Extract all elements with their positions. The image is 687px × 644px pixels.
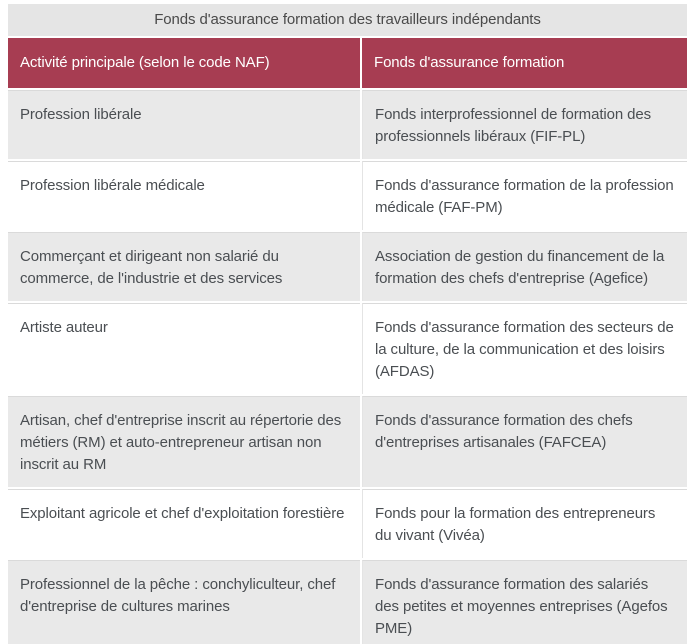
cell-activite: Profession libérale médicale: [8, 161, 360, 230]
assurance-formation-table: [8, 4, 687, 644]
column-header-fonds: Fonds d'assurance formation: [362, 38, 687, 88]
cell-fonds: Fonds d'assurance formation des salariés des petites et moyennes entreprises (Agefos PME): [362, 560, 687, 644]
cell-fonds: Fonds pour la formation des entrepreneurs du vivant (Vivéa): [362, 489, 687, 558]
header-row: [8, 38, 687, 88]
cell-activite: Artiste auteur: [8, 303, 360, 394]
cell-activite: Artisan, chef d'entreprise inscrit au répertorie des métiers (RM) et auto-entrepreneur artisan non inscrit au RM: [8, 396, 360, 487]
cell-activite: Commerçant et dirigeant non salarié du commerce, de l'industrie et des services: [8, 232, 360, 301]
table-caption: Fonds d'assurance formation des travailleurs indépendants: [8, 4, 687, 36]
table-row: [8, 232, 687, 301]
cell-activite: Exploitant agricole et chef d'exploitation forestière: [8, 489, 360, 558]
data-table: [8, 36, 687, 644]
table-row: [8, 161, 687, 230]
cell-fonds: Fonds interprofessionnel de formation des professionnels libéraux (FIF-PL): [362, 90, 687, 159]
cell-activite: Professionnel de la pêche : conchyliculteur, chef d'entreprise de cultures marines: [8, 560, 360, 644]
table-row: [8, 396, 687, 487]
cell-fonds: Fonds d'assurance formation des chefs d'entreprises artisanales (FAFCEA): [362, 396, 687, 487]
cell-activite: Profession libérale: [8, 90, 360, 159]
cell-fonds: Fonds d'assurance formation des secteurs de la culture, de la communication et des loisirs (AFDAS): [362, 303, 687, 394]
cell-fonds: Fonds d'assurance formation de la profession médicale (FAF-PM): [362, 161, 687, 230]
table-row: [8, 303, 687, 394]
table-row: [8, 90, 687, 159]
column-header-activite: Activité principale (selon le code NAF): [8, 38, 360, 88]
table-row: [8, 489, 687, 558]
table-row: [8, 560, 687, 644]
cell-fonds: Association de gestion du financement de la formation des chefs d'entreprise (Agefice): [362, 232, 687, 301]
